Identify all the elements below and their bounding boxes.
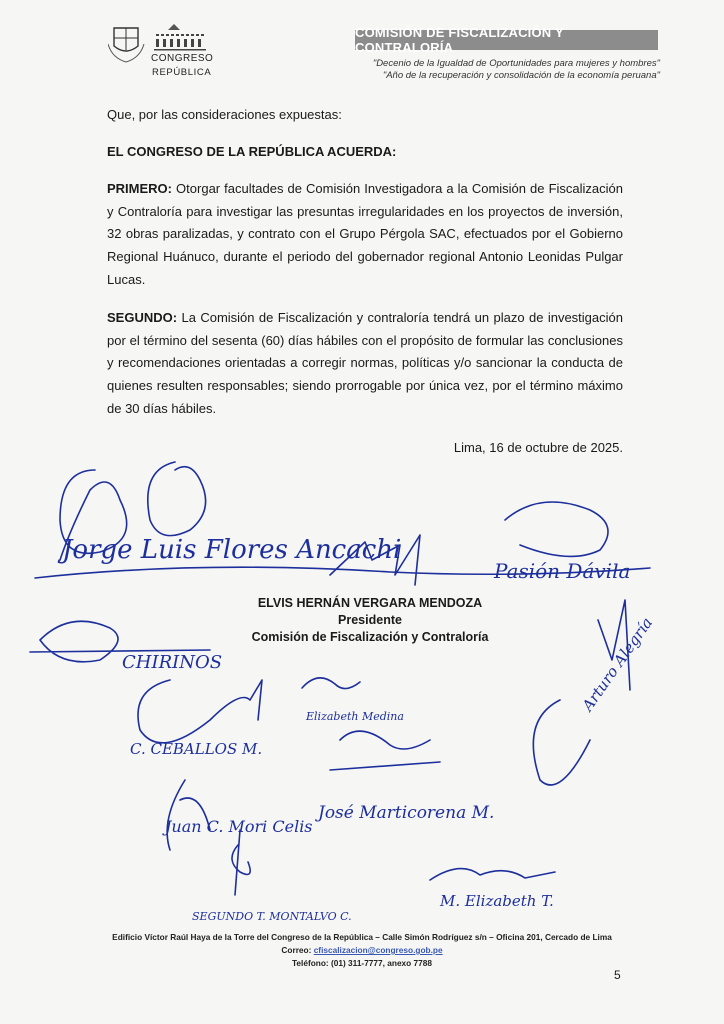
footer-phone: Teléfono: (01) 311-7777, anexo 7788 xyxy=(291,958,433,968)
footer-email-link[interactable]: cfiscalizacion@congreso.gob.pe xyxy=(313,945,443,955)
sig-text-chirinos: CHIRINOS xyxy=(122,652,223,673)
sig-text-medina: Elizabeth Medina xyxy=(306,710,404,723)
footer-email-label: Correo: xyxy=(281,945,314,955)
motto-line-1: "Decenio de la Igualdad de Oportunidades para mujeres y hombres" xyxy=(372,58,660,69)
sig-text-montalvo: SEGUNDO T. MONTALVO C. xyxy=(192,910,352,923)
signatory-role: Presidente xyxy=(338,613,402,627)
footer-address: Edificio Víctor Raúl Haya de la Torre del Congreso de la República – Calle Simón Rodríguez s/n – Oficina 201, Cercado de Lima xyxy=(112,932,612,942)
page-number: 5 xyxy=(614,968,621,982)
commission-banner: COMISIÓN DE FISCALIZACIÓN Y CONTRALORÍA xyxy=(355,30,658,50)
document-date: Lima, 16 de octubre de 2025. xyxy=(453,440,623,455)
sig-text-marticorena: José Marticorena M. xyxy=(318,803,495,823)
signature-central-mark xyxy=(330,535,420,585)
signature-montalvo xyxy=(192,830,352,923)
sig-text-jorge: Jorge Luis Flores Ancachi xyxy=(62,535,402,565)
primero-label: PRIMERO: xyxy=(107,181,172,196)
signature-mori-celis xyxy=(162,780,313,850)
motto-line-2: "Año de la recuperación y consolidación de la economía peruana" xyxy=(382,70,660,81)
logo-text-congreso: CONGRESO xyxy=(151,53,214,64)
signature-marticorena xyxy=(315,731,494,823)
sig-text-alegria: Arturo Alegría xyxy=(578,614,657,715)
signature-chirinos xyxy=(30,621,222,673)
signature-flores-ancachi xyxy=(35,462,650,578)
sig-text-mori: Juan C. Mori Celis xyxy=(165,817,313,836)
signature-elizabeth xyxy=(430,869,555,910)
primero-text: Otorgar facultades de Comisión Investigadora a la Comisión de Fiscalización y Contraloría para investigar las presuntas irregularidades en los proyectos de inversión, 32 obras paralizadas, y contrato con el Grupo Pérgola SAC, efectuados por el Gobierno Regional Huánuco, durante el periodo del gobernador regional Antonio Leonidas Pulgar Lucas. xyxy=(107,181,623,287)
signature-davila xyxy=(493,502,630,583)
signatory-commission: Comisión de Fiscalización y Contraloría xyxy=(251,630,489,644)
article-primero xyxy=(107,178,623,292)
segundo-text: La Comisión de Fiscalización y contraloría tendrá un plazo de investigación por el término del sesenta (60) días hábiles con el propósito de formular las conclusiones y recomendaciones orientadas a corregir normas, políticas y/o sancionar la conducta de quienes resulten responsables; siendo prorrogable por única vez, por el término máximo de 30 días hábiles. xyxy=(107,310,623,416)
footer-email-line xyxy=(60,945,664,955)
logo-text-republica: REPÚBLICA xyxy=(152,67,212,78)
sig-text-ceballos: C. CEBALLOS M. xyxy=(130,740,263,758)
segundo-label: SEGUNDO: xyxy=(107,310,178,325)
article-segundo xyxy=(107,307,623,421)
signatory-name: ELVIS HERNÁN VERGARA MENDOZA xyxy=(257,596,483,610)
sig-text-davila: Pasión Dávila xyxy=(494,559,631,583)
signature-alegria xyxy=(533,600,656,785)
signature-ceballos xyxy=(130,680,262,758)
sig-text-elizabeth: M. Elizabeth T. xyxy=(440,892,554,910)
signature-medina xyxy=(302,678,404,723)
intro-text: Que, por las consideraciones expuestas: xyxy=(107,107,342,122)
agreement-heading: EL CONGRESO DE LA REPÚBLICA ACUERDA: xyxy=(107,144,397,159)
